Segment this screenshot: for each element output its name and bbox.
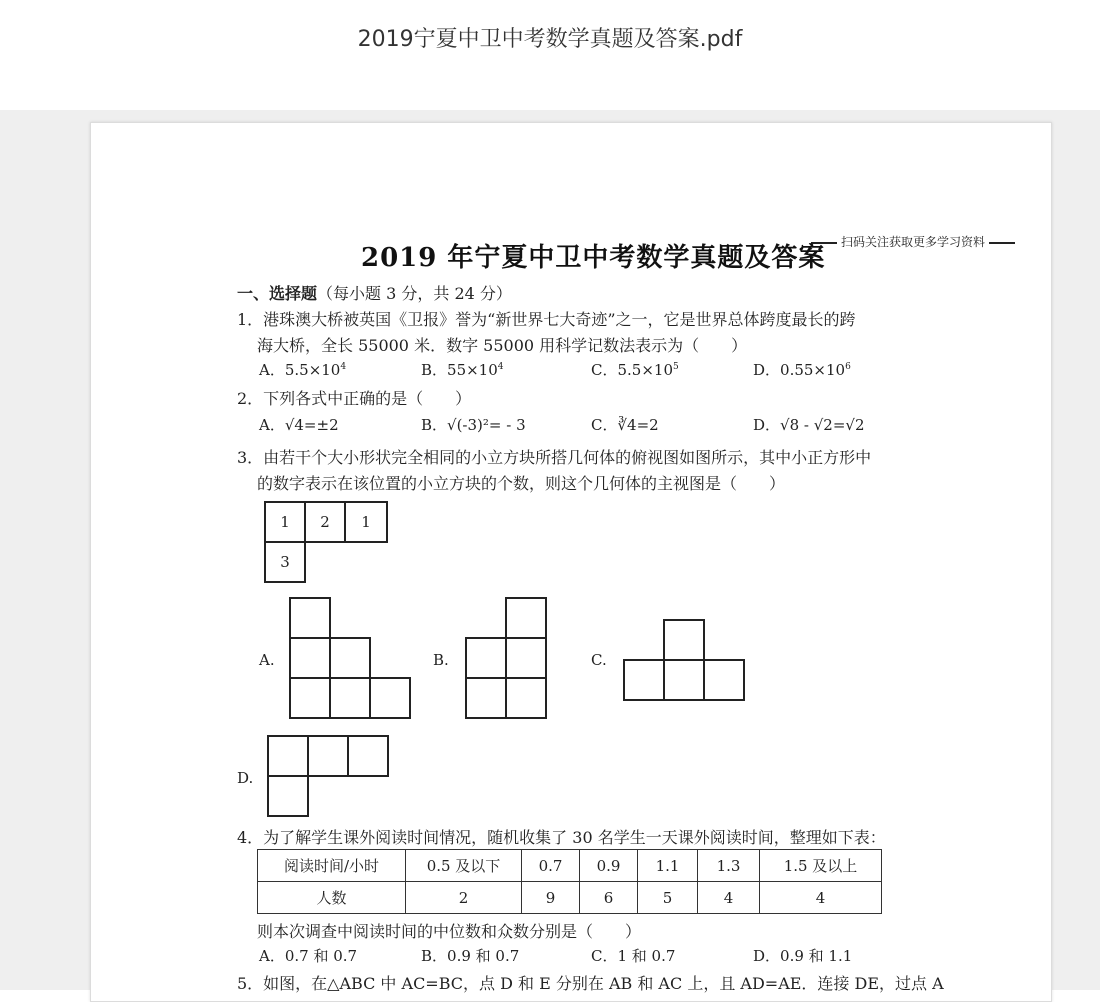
- viewer-title-bar: [0, 0, 1100, 110]
- table-cell: 1.1: [638, 850, 698, 882]
- table-cell: 4: [698, 882, 760, 914]
- q1-option-b-exp: 4: [497, 362, 504, 372]
- table-cell: 6: [580, 882, 638, 914]
- grid-cell: 1: [344, 501, 388, 543]
- figure-square: [289, 597, 331, 639]
- section-note: （每小题 3 分，共 24 分）: [317, 284, 512, 303]
- q4-option-d: D．0.9 和 1.1: [753, 947, 853, 965]
- document-title: 2019 年宁夏中卫中考数学真题及答案: [361, 243, 826, 273]
- q4-followup: 则本次调查中阅读时间的中位数和众数分别是（ ）: [257, 922, 642, 941]
- q5-stem: 5．如图，在△ABC 中 AC=BC，点 D 和 E 分别在 AB 和 AC 上，且 AD=AE．连接 DE，过点 A: [237, 974, 944, 993]
- q1-line1: 1．港珠澳大桥被英国《卫报》誉为“新世界七大奇迹”之一，它是世界总体跨度最长的跨: [237, 310, 856, 329]
- table-cell: 人数: [258, 882, 406, 914]
- q3-line1: 3．由若干个大小形状完全相同的小立方块所搭几何体的俯视图如图所示，其中小正方形中: [237, 448, 872, 467]
- figure-square: [289, 637, 331, 679]
- figure-square: [369, 677, 411, 719]
- figure-square: [663, 619, 705, 661]
- table-cell: 阅读时间/小时: [258, 850, 406, 882]
- figure-square: [663, 659, 705, 701]
- table-cell: 5: [638, 882, 698, 914]
- figure-square: [347, 735, 389, 777]
- grid-cell: 2: [304, 501, 346, 543]
- figure-square: [505, 677, 547, 719]
- q2-stem: 2．下列各式中正确的是（ ）: [237, 389, 472, 408]
- q3-option-b-label: B.: [433, 651, 449, 669]
- q1-option-d-base: D．0.55×10: [753, 361, 846, 379]
- q1-option-b-base: B．55×10: [421, 361, 498, 379]
- table-cell: 4: [760, 882, 882, 914]
- q3-option-c-label: C.: [591, 651, 607, 669]
- q1-option-d-exp: 6: [845, 362, 851, 372]
- q4-option-c: C．1 和 0.7: [591, 947, 676, 965]
- table-header-row: [258, 850, 882, 882]
- pdf-page: [90, 122, 1052, 1002]
- dash-right: [989, 242, 1015, 244]
- file-title: 2019宁夏中卫中考数学真题及答案.pdf: [357, 27, 743, 52]
- q1-option-c-base: C．5.5×10: [591, 361, 673, 379]
- qr-note: [807, 233, 1019, 250]
- grid-cell: 3: [264, 541, 306, 583]
- q3-option-d-label: D.: [237, 769, 254, 787]
- q1-option-b: [421, 359, 504, 380]
- table-cell: 0.7: [522, 850, 580, 882]
- qr-note-text: 扫码关注获取更多学习资料: [841, 235, 986, 249]
- figure-square: [307, 735, 349, 777]
- q2-option-b: B．√(-3)²= - 3: [421, 416, 526, 434]
- figure-square: [267, 735, 309, 777]
- q4-option-b: B．0.9 和 0.7: [421, 947, 520, 965]
- figure-square: [465, 677, 507, 719]
- q2-option-c: C．∛4=2: [591, 416, 659, 434]
- table-cell: 1.5 及以上: [760, 850, 882, 882]
- table-cell: 9: [522, 882, 580, 914]
- figure-square: [505, 597, 547, 639]
- q1-option-c: [591, 359, 679, 380]
- q1-option-c-exp: 5: [673, 362, 679, 372]
- table-cell: 0.5 及以下: [406, 850, 522, 882]
- table-cell: 1.3: [698, 850, 760, 882]
- reading-time-table: [257, 849, 882, 914]
- section-heading: [237, 281, 512, 304]
- grid-cell: 1: [264, 501, 306, 543]
- figure-square: [329, 677, 371, 719]
- q1-option-d: [753, 359, 851, 380]
- figure-square: [267, 775, 309, 817]
- q3-line2: 的数字表示在该位置的小立方块的个数，则这个几何体的主视图是（ ）: [257, 474, 786, 493]
- q4-option-a: A．0.7 和 0.7: [259, 947, 358, 965]
- figure-square: [289, 677, 331, 719]
- figure-square: [623, 659, 665, 701]
- figure-square: [465, 637, 507, 679]
- q2-option-d: D．√8 - √2=√2: [753, 416, 865, 434]
- q3-option-a-label: A.: [259, 651, 275, 669]
- q1-option-a-base: A．5.5×10: [259, 361, 341, 379]
- table-cell: 0.9: [580, 850, 638, 882]
- q1-option-a-exp: 4: [340, 362, 347, 372]
- q1-line2: 海大桥，全长 55000 米．数字 55000 用科学记数法表示为（ ）: [257, 336, 748, 355]
- figure-square: [505, 637, 547, 679]
- section-label: 一、选择题: [237, 284, 318, 303]
- q4-stem: 4．为了解学生课外阅读时间情况，随机收集了 30 名学生一天课外阅读时间，整理如下表：: [237, 828, 886, 847]
- table-cell: 2: [406, 882, 522, 914]
- figure-square: [329, 637, 371, 679]
- q2-option-a: A．√4=±2: [259, 416, 339, 434]
- table-row: [258, 882, 882, 914]
- q1-option-a: [259, 359, 346, 380]
- figure-square: [703, 659, 745, 701]
